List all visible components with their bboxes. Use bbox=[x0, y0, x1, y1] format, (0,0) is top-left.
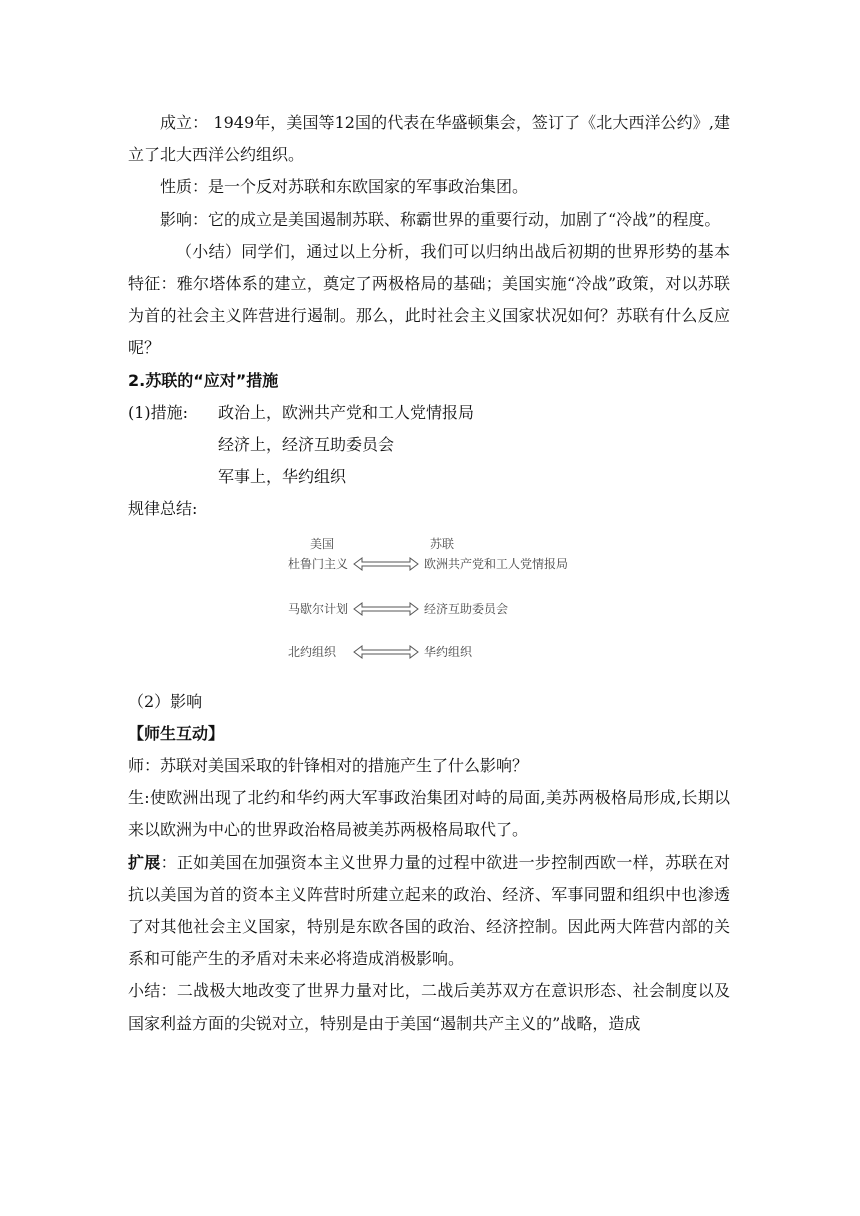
nato-nature-paragraph: 性质：是一个反对苏联和东欧国家的军事政治集团。 bbox=[160, 177, 529, 197]
nato-founding-paragraph: 成立： 1949年，美国等12国的代表在华盛顿集会，签订了《北大西洋公约》,建立了北大西洋公约组织。 bbox=[128, 113, 730, 165]
section-heading: 2.苏联的“应对”措施 bbox=[128, 370, 279, 390]
extension-text: ：正如美国在加强资本主义世界力量的过程中欲进一步控制西欧一样，苏联在对抗以美国为首的资本主义阵营时所建立起来的政治、经济、军事同盟和组织中也渗透了对其他社会主义国家，特别是东欧各国的政治、经济控制。因此两大阵营内部的关系和可能产生的矛盾对未来必将造成消极影响。 bbox=[128, 852, 730, 969]
interaction-heading: 【师生互动】 bbox=[128, 723, 225, 743]
extension-paragraph bbox=[128, 847, 730, 976]
double-arrow-icon bbox=[352, 601, 420, 617]
measures-label: (1)措施: bbox=[128, 402, 189, 422]
diagram-header-us: 美国 bbox=[310, 536, 335, 551]
nato-impact-paragraph: 影响：它的成立是美国遏制苏联、称霸世界的重要行动，加剧了“冷战”的程度。 bbox=[160, 209, 721, 229]
summary-paragraph: （小结）同学们，通过以上分析，我们可以归纳出战后初期的世界形势的基本特征：雅尔塔体系的建立，奠定了两极格局的基础；美国实施“冷战”政策，对以苏联为首的社会主义阵营进行遏制。那么，此时社会主义国家状况如何？苏联有什么反应呢？ bbox=[128, 241, 730, 358]
measure-military: 军事上，华约组织 bbox=[218, 467, 347, 487]
measure-political: 政治上，欧洲共产党和工人党情报局 bbox=[218, 402, 475, 422]
document-body bbox=[128, 107, 730, 1040]
diagram-row-left: 马歇尔计划 bbox=[288, 601, 349, 616]
teacher-question: 师：苏联对美国采取的针锋相对的措施产生了什么影响？ bbox=[128, 756, 529, 776]
final-summary-paragraph: 小结：二战极大地改变了世界力量对比，二战后美苏双方在意识形态、社会制度以及国家利益方面的尖锐对立，特别是由于美国“遏制共产主义的”战略，造成 bbox=[128, 981, 730, 1033]
comparison-diagram bbox=[288, 526, 588, 686]
double-arrow-icon bbox=[352, 644, 420, 660]
impact-label: （2）影响 bbox=[128, 691, 203, 711]
student-answer: 生:使欧洲出现了北约和华约两大军事政治集团对峙的局面,美苏两极格局形成,长期以来以欧洲为中心的世界政治格局被美苏两极格局取代了。 bbox=[128, 788, 730, 840]
pattern-label: 规律总结: bbox=[128, 499, 198, 519]
measure-economic: 经济上，经济互助委员会 bbox=[218, 435, 395, 455]
measures-block bbox=[128, 397, 730, 429]
diagram-header-ussr: 苏联 bbox=[430, 536, 455, 551]
diagram-row-left: 杜鲁门主义 bbox=[288, 556, 349, 571]
diagram-row-right: 欧洲共产党和工人党情报局 bbox=[424, 556, 569, 571]
diagram-row-right: 经济互助委员会 bbox=[424, 601, 509, 616]
double-arrow-icon bbox=[352, 556, 420, 572]
diagram-row-left: 北约组织 bbox=[288, 644, 337, 659]
extension-label: 扩展 bbox=[128, 852, 161, 872]
diagram-row-right: 华约组织 bbox=[424, 644, 473, 659]
